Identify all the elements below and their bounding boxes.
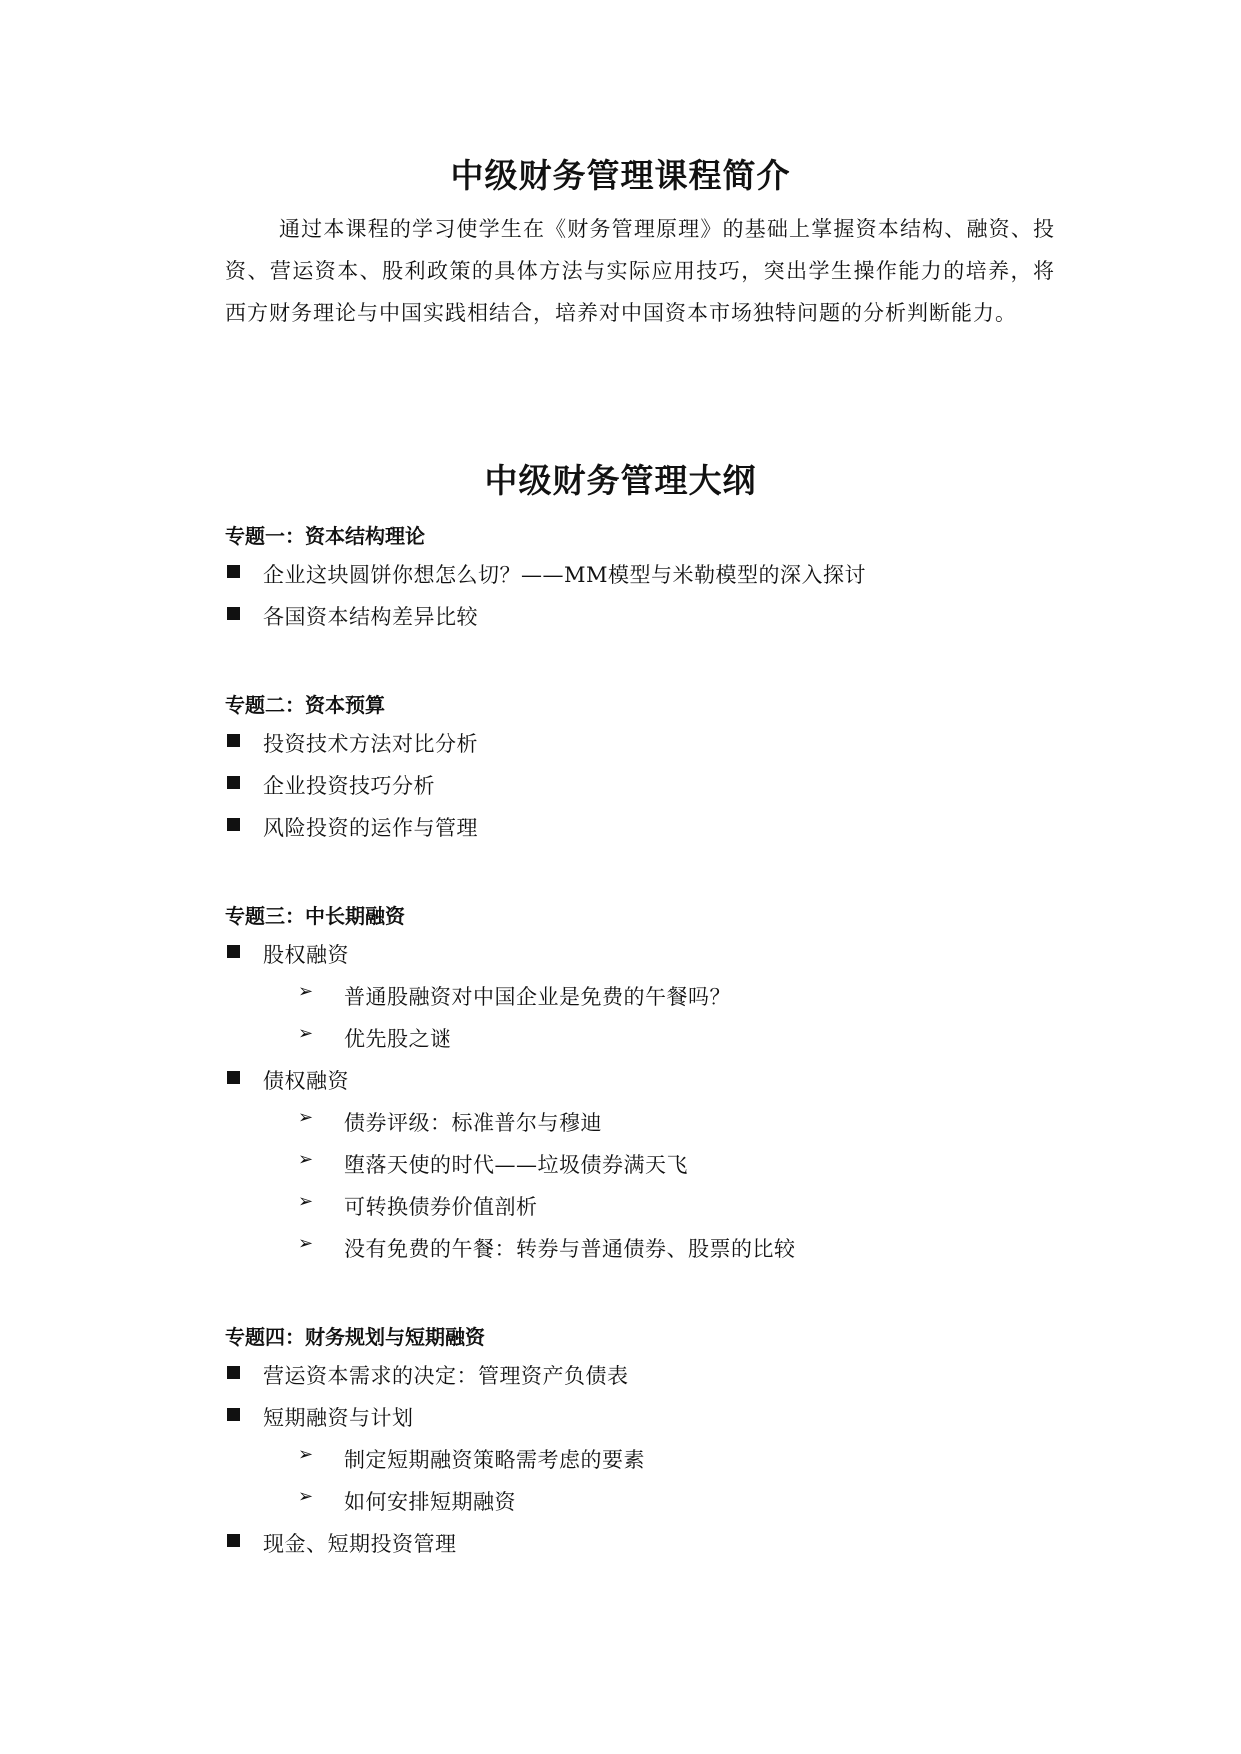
arrow-bullet-icon: ➢ bbox=[298, 981, 314, 1002]
sub-list-item-text: 优先股之谜 bbox=[344, 1027, 452, 1051]
outline-title: 中级财务管理大纲 bbox=[484, 461, 757, 500]
list-item bbox=[263, 939, 349, 969]
square-bullet-icon bbox=[227, 818, 240, 831]
square-bullet-icon bbox=[227, 607, 240, 620]
list-item bbox=[263, 728, 478, 758]
sub-list-item bbox=[298, 1107, 602, 1137]
square-bullet-icon bbox=[227, 776, 240, 789]
sub-list-item bbox=[298, 1149, 688, 1179]
arrow-bullet-icon: ➢ bbox=[298, 1023, 314, 1044]
topic-heading: 专题一：资本结构理论 bbox=[225, 524, 425, 548]
list-item-text: 债权融资 bbox=[263, 1069, 349, 1093]
list-item-text: 股权融资 bbox=[263, 943, 349, 967]
list-item-text: 企业投资技巧分析 bbox=[263, 774, 435, 798]
intro-paragraph: 通过本课程的学习使学生在《财务管理原理》的基础上掌握资本结构、融资、投资、营运资本、股利政策的具体方法与实际应用技巧，突出学生操作能力的培养，将西方财务理论与中国实践相结合，培养对中国资本市场独特问题的分析判断能力。 bbox=[225, 217, 1055, 325]
arrow-bullet-icon: ➢ bbox=[298, 1486, 314, 1507]
sub-list-item-text: 可转换债券价值剖析 bbox=[344, 1195, 538, 1219]
square-bullet-icon bbox=[227, 565, 240, 578]
arrow-bullet-icon: ➢ bbox=[298, 1444, 314, 1465]
list-item bbox=[263, 601, 478, 631]
sub-list-item bbox=[298, 1191, 538, 1221]
topic-heading: 专题二：资本预算 bbox=[225, 693, 385, 717]
arrow-bullet-icon: ➢ bbox=[298, 1149, 314, 1170]
list-item-text: 投资技术方法对比分析 bbox=[263, 732, 478, 756]
topic-heading: 专题三：中长期融资 bbox=[225, 904, 405, 928]
list-item bbox=[263, 1360, 629, 1390]
square-bullet-icon bbox=[227, 945, 240, 958]
arrow-bullet-icon: ➢ bbox=[298, 1107, 314, 1128]
list-item-text: 营运资本需求的决定：管理资产负债表 bbox=[263, 1364, 629, 1388]
square-bullet-icon bbox=[227, 1408, 240, 1421]
sub-list-item-text: 如何安排短期融资 bbox=[344, 1490, 516, 1514]
topic-heading: 专题四：财务规划与短期融资 bbox=[225, 1325, 485, 1349]
sub-list-item-text: 普通股融资对中国企业是免费的午餐吗？ bbox=[344, 985, 731, 1009]
arrow-bullet-icon: ➢ bbox=[298, 1233, 314, 1254]
list-item-text: 各国资本结构差异比较 bbox=[263, 605, 478, 629]
sub-list-item-text: 没有免费的午餐：转券与普通债券、股票的比较 bbox=[344, 1237, 796, 1261]
square-bullet-icon bbox=[227, 1366, 240, 1379]
list-item-text: 企业这块圆饼你想怎么切？——MM模型与米勒模型的深入探讨 bbox=[263, 563, 867, 587]
list-item bbox=[263, 1402, 414, 1432]
sub-list-item-text: 债券评级：标准普尔与穆迪 bbox=[344, 1111, 602, 1135]
sub-list-item bbox=[298, 1486, 516, 1516]
list-item bbox=[263, 1065, 349, 1095]
sub-list-item-text: 制定短期融资策略需考虑的要素 bbox=[344, 1448, 645, 1472]
sub-list-item bbox=[298, 981, 731, 1011]
sub-list-item bbox=[298, 1023, 452, 1053]
square-bullet-icon bbox=[227, 1071, 240, 1084]
list-item bbox=[263, 812, 478, 842]
list-item-text: 风险投资的运作与管理 bbox=[263, 816, 478, 840]
square-bullet-icon bbox=[227, 1534, 240, 1547]
list-item bbox=[263, 1528, 457, 1558]
sub-list-item bbox=[298, 1233, 796, 1263]
list-item bbox=[263, 559, 866, 589]
sub-list-item bbox=[298, 1444, 645, 1474]
intro-title: 中级财务管理课程简介 bbox=[450, 156, 791, 195]
square-bullet-icon bbox=[227, 734, 240, 747]
list-item-text: 短期融资与计划 bbox=[263, 1406, 414, 1430]
list-item-text: 现金、短期投资管理 bbox=[263, 1532, 457, 1556]
list-item bbox=[263, 770, 435, 800]
arrow-bullet-icon: ➢ bbox=[298, 1191, 314, 1212]
sub-list-item-text: 堕落天使的时代——垃圾债券满天飞 bbox=[344, 1153, 688, 1177]
